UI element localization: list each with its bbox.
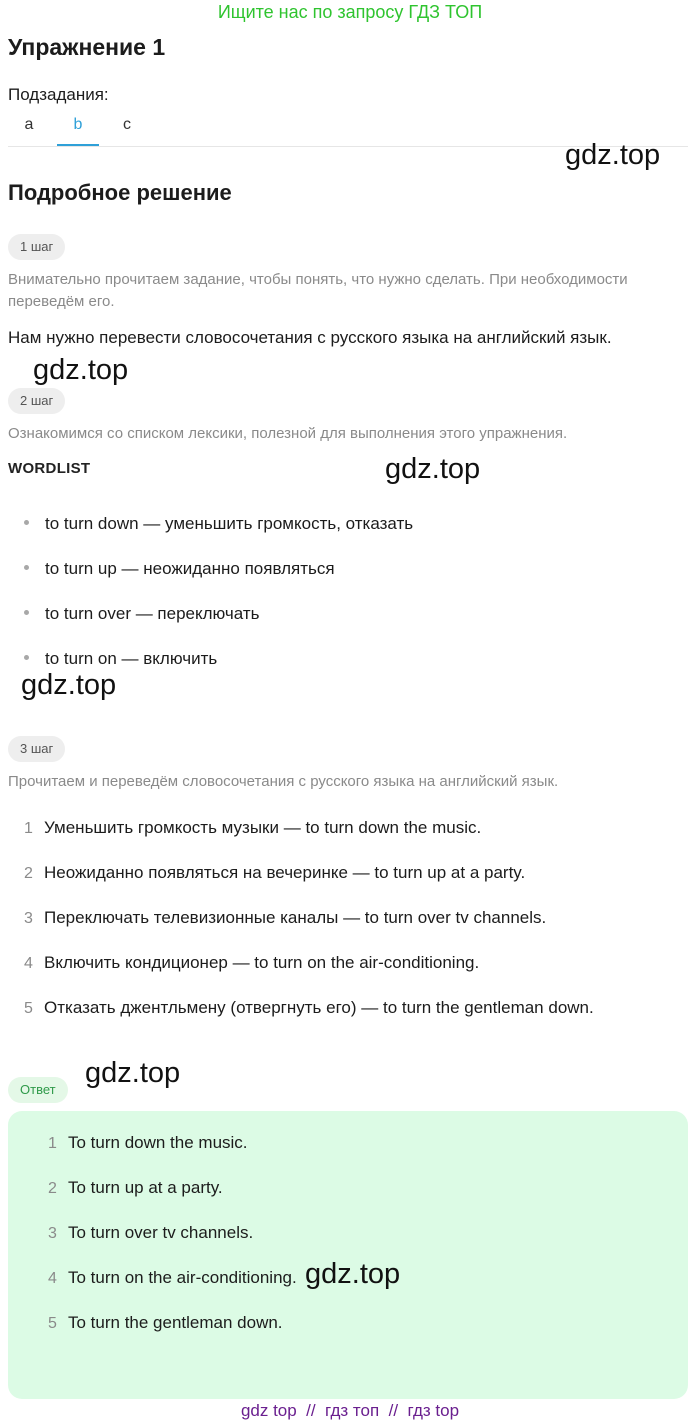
wordlist-item: to turn up — неожиданно появляться: [24, 559, 335, 579]
section-title: Подробное решение: [8, 180, 232, 205]
answer-item: 5 To turn the gentleman down.: [48, 1313, 283, 1332]
step-2-badge: 2 шаг: [8, 388, 65, 414]
page-title: Упражнение 1: [8, 34, 166, 60]
bullet-icon: [24, 520, 29, 525]
wordlist-item: to turn on — включить: [24, 649, 217, 669]
step-1-text: Нам нужно перевести словосочетания с русского языка на английский язык.: [8, 328, 612, 347]
tab-a[interactable]: a: [24, 116, 34, 133]
watermark: gdz.top: [33, 354, 129, 386]
answer-box: [8, 1111, 688, 1399]
translation-item: 4 Включить кондиционер — to turn on the air-conditioning.: [24, 953, 480, 972]
wordlist-item: to turn down — уменьшить громкость, отказать: [24, 514, 413, 534]
bullet-icon: [24, 565, 29, 570]
promo-banner[interactable]: Ищите нас по запросу ГДЗ ТОП: [217, 2, 483, 22]
bullet-icon: [24, 655, 29, 660]
answer-item: 3 To turn over tv channels.: [48, 1223, 254, 1242]
step-3-hint: Прочитаем и переведём словосочетания с русского языка на английский язык.: [8, 773, 559, 790]
answer-item: 2 To turn up at a party.: [48, 1178, 223, 1197]
watermark: gdz.top: [305, 1258, 401, 1290]
answer-badge: Ответ: [8, 1077, 68, 1103]
subtasks-label: Подзадания:: [8, 85, 109, 104]
answer-item: 4 To turn on the air-conditioning.: [48, 1268, 297, 1287]
step-3-badge: 3 шаг: [8, 736, 65, 762]
watermark: gdz.top: [385, 453, 481, 485]
tab-b[interactable]: b: [57, 106, 99, 146]
tab-c[interactable]: c: [123, 116, 131, 133]
translation-item: 5 Отказать джентльмену (отвергнуть его) — to turn the gentleman down.: [24, 998, 594, 1017]
watermark: gdz.top: [85, 1057, 181, 1089]
wordlist-heading: WORDLIST: [8, 460, 91, 477]
translation-item: 2 Неожиданно появляться на вечеринке — to turn up at a party.: [24, 863, 526, 882]
bullet-icon: [24, 610, 29, 615]
watermark: gdz.top: [565, 139, 661, 171]
translation-item: 3 Переключать телевизионные каналы — to turn over tv channels.: [24, 908, 547, 927]
answer-item: 1 To turn down the music.: [48, 1133, 248, 1152]
step-2-hint: Ознакомимся со списком лексики, полезной для выполнения этого упражнения.: [8, 425, 568, 442]
step-1-badge: 1 шаг: [8, 234, 65, 260]
step-1-hint: Внимательно прочитаем задание, чтобы понять, что нужно сделать. При необходимости переведём его.: [8, 271, 628, 310]
footer-links[interactable]: gdz top // гдз топ // гдз top: [240, 1401, 460, 1420]
wordlist-item: to turn over — переключать: [24, 604, 260, 624]
watermark: gdz.top: [21, 669, 117, 701]
translation-item: 1 Уменьшить громкость музыки — to turn down the music.: [24, 818, 482, 837]
